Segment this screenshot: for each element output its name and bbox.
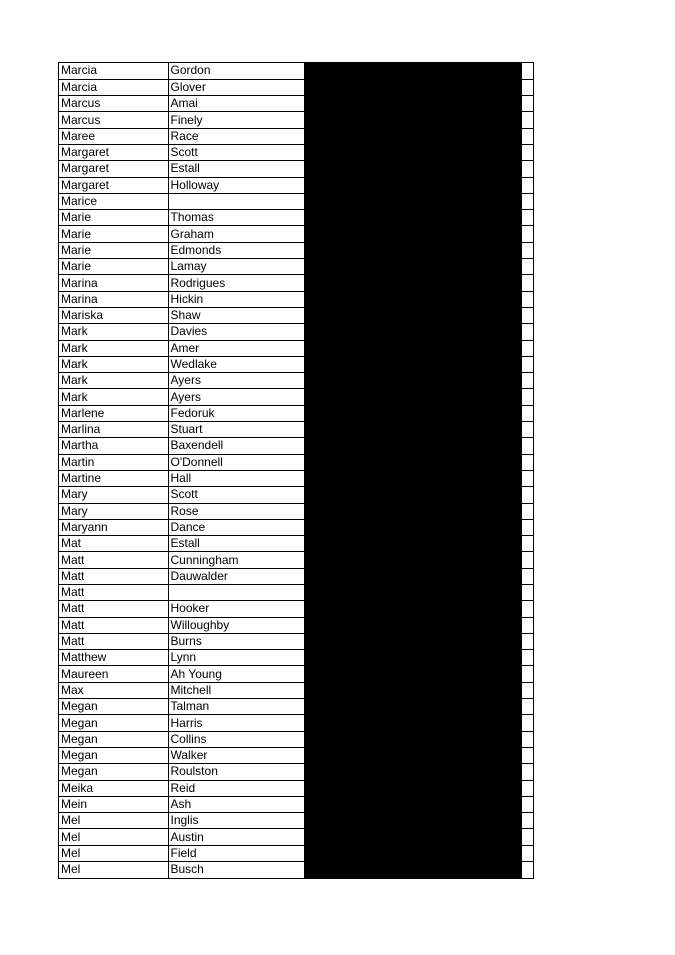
table-row <box>59 291 533 307</box>
table-row <box>59 161 533 177</box>
last-name-cell: Ah Young <box>168 666 304 682</box>
redacted-cell <box>304 764 521 780</box>
redacted-cell <box>304 291 521 307</box>
first-name-cell: Marcus <box>59 96 168 112</box>
first-name-cell: Mark <box>59 340 168 356</box>
redacted-cell <box>304 193 521 209</box>
first-name-cell: Mark <box>59 356 168 372</box>
redacted-cell <box>304 405 521 421</box>
empty-cell <box>521 177 533 193</box>
table-row <box>59 715 533 731</box>
last-name-cell: Rodrigues <box>168 275 304 291</box>
first-name-cell: Mel <box>59 813 168 829</box>
empty-cell <box>521 829 533 845</box>
first-name-cell: Marie <box>59 259 168 275</box>
last-name-cell <box>168 193 304 209</box>
first-name-cell: Marina <box>59 275 168 291</box>
empty-cell <box>521 275 533 291</box>
redacted-cell <box>304 422 521 438</box>
empty-cell <box>521 470 533 486</box>
table-row <box>59 731 533 747</box>
first-name-cell: Mel <box>59 862 168 878</box>
first-name-cell: Margaret <box>59 144 168 160</box>
table-row <box>59 487 533 503</box>
first-name-cell: Megan <box>59 715 168 731</box>
first-name-cell: Martha <box>59 438 168 454</box>
first-name-cell: Mariska <box>59 307 168 323</box>
last-name-cell: Busch <box>168 862 304 878</box>
last-name-cell: Graham <box>168 226 304 242</box>
first-name-cell: Marcus <box>59 112 168 128</box>
table-row <box>59 845 533 861</box>
table-row <box>59 128 533 144</box>
first-name-cell: Megan <box>59 731 168 747</box>
first-name-cell: Maree <box>59 128 168 144</box>
last-name-cell: Baxendell <box>168 438 304 454</box>
first-name-cell: Maryann <box>59 519 168 535</box>
redacted-cell <box>304 666 521 682</box>
empty-cell <box>521 389 533 405</box>
table-row <box>59 422 533 438</box>
empty-cell <box>521 601 533 617</box>
last-name-cell: Wedlake <box>168 356 304 372</box>
empty-cell <box>521 373 533 389</box>
empty-cell <box>521 340 533 356</box>
redacted-cell <box>304 862 521 878</box>
first-name-cell: Marcia <box>59 63 168 79</box>
first-name-cell: Matt <box>59 617 168 633</box>
redacted-cell <box>304 340 521 356</box>
empty-cell <box>521 259 533 275</box>
last-name-cell: Davies <box>168 324 304 340</box>
last-name-cell: Dance <box>168 519 304 535</box>
first-name-cell: Martine <box>59 470 168 486</box>
empty-cell <box>521 210 533 226</box>
table-row <box>59 568 533 584</box>
table-row <box>59 373 533 389</box>
empty-cell <box>521 536 533 552</box>
empty-cell <box>521 112 533 128</box>
last-name-cell: Hooker <box>168 601 304 617</box>
first-name-cell: Matt <box>59 601 168 617</box>
empty-cell <box>521 291 533 307</box>
empty-cell <box>521 796 533 812</box>
redacted-cell <box>304 96 521 112</box>
table-row <box>59 519 533 535</box>
first-name-cell: Marie <box>59 226 168 242</box>
first-name-cell: Meika <box>59 780 168 796</box>
name-table-body <box>59 63 533 878</box>
redacted-cell <box>304 633 521 649</box>
last-name-cell: Gordon <box>168 63 304 79</box>
last-name-cell: Austin <box>168 829 304 845</box>
table-row <box>59 617 533 633</box>
table-row <box>59 405 533 421</box>
empty-cell <box>521 307 533 323</box>
first-name-cell: Marie <box>59 210 168 226</box>
last-name-cell: Fedoruk <box>168 405 304 421</box>
redacted-cell <box>304 161 521 177</box>
empty-cell <box>521 356 533 372</box>
redacted-cell <box>304 112 521 128</box>
redacted-cell <box>304 275 521 291</box>
last-name-cell: Willoughby <box>168 617 304 633</box>
empty-cell <box>521 585 533 601</box>
first-name-cell: Mark <box>59 324 168 340</box>
empty-cell <box>521 519 533 535</box>
empty-cell <box>521 747 533 763</box>
table-row <box>59 829 533 845</box>
redacted-cell <box>304 259 521 275</box>
redacted-cell <box>304 715 521 731</box>
last-name-cell: Estall <box>168 536 304 552</box>
redacted-cell <box>304 470 521 486</box>
table-row <box>59 226 533 242</box>
redacted-cell <box>304 226 521 242</box>
table-row <box>59 242 533 258</box>
first-name-cell: Maureen <box>59 666 168 682</box>
first-name-cell: Mel <box>59 845 168 861</box>
table-row <box>59 275 533 291</box>
last-name-cell: Ash <box>168 796 304 812</box>
last-name-cell: Lynn <box>168 650 304 666</box>
table-row <box>59 307 533 323</box>
empty-cell <box>521 682 533 698</box>
empty-cell <box>521 617 533 633</box>
first-name-cell: Mein <box>59 796 168 812</box>
table-row <box>59 356 533 372</box>
last-name-cell: Inglis <box>168 813 304 829</box>
last-name-cell: Edmonds <box>168 242 304 258</box>
redacted-cell <box>304 780 521 796</box>
last-name-cell: Harris <box>168 715 304 731</box>
last-name-cell: Collins <box>168 731 304 747</box>
first-name-cell: Matt <box>59 633 168 649</box>
table-row <box>59 340 533 356</box>
table-row <box>59 764 533 780</box>
redacted-cell <box>304 536 521 552</box>
first-name-cell: Mary <box>59 503 168 519</box>
empty-cell <box>521 128 533 144</box>
first-name-cell: Martin <box>59 454 168 470</box>
first-name-cell: Mark <box>59 389 168 405</box>
first-name-cell: Matt <box>59 585 168 601</box>
redacted-cell <box>304 373 521 389</box>
redacted-cell <box>304 454 521 470</box>
empty-cell <box>521 63 533 79</box>
redacted-cell <box>304 487 521 503</box>
last-name-cell: Stuart <box>168 422 304 438</box>
first-name-cell: Margaret <box>59 177 168 193</box>
redacted-cell <box>304 568 521 584</box>
last-name-cell: Field <box>168 845 304 861</box>
redacted-cell <box>304 389 521 405</box>
empty-cell <box>521 568 533 584</box>
first-name-cell: Matthew <box>59 650 168 666</box>
redacted-cell <box>304 617 521 633</box>
empty-cell <box>521 96 533 112</box>
table-row <box>59 585 533 601</box>
redacted-cell <box>304 177 521 193</box>
redacted-cell <box>304 699 521 715</box>
table-row <box>59 503 533 519</box>
redacted-cell <box>304 650 521 666</box>
empty-cell <box>521 731 533 747</box>
empty-cell <box>521 780 533 796</box>
empty-cell <box>521 161 533 177</box>
table-row <box>59 536 533 552</box>
empty-cell <box>521 813 533 829</box>
first-name-cell: Mark <box>59 373 168 389</box>
table-row <box>59 96 533 112</box>
last-name-cell: Ayers <box>168 389 304 405</box>
redacted-cell <box>304 79 521 95</box>
table-row <box>59 747 533 763</box>
empty-cell <box>521 454 533 470</box>
redacted-cell <box>304 242 521 258</box>
redacted-cell <box>304 682 521 698</box>
redacted-cell <box>304 601 521 617</box>
first-name-cell: Matt <box>59 568 168 584</box>
table-row <box>59 259 533 275</box>
last-name-cell: Walker <box>168 747 304 763</box>
first-name-cell: Marlina <box>59 422 168 438</box>
last-name-cell: Ayers <box>168 373 304 389</box>
table-row <box>59 699 533 715</box>
table-row <box>59 454 533 470</box>
table-row <box>59 796 533 812</box>
table-row <box>59 552 533 568</box>
empty-cell <box>521 633 533 649</box>
table-row <box>59 112 533 128</box>
last-name-cell: Shaw <box>168 307 304 323</box>
last-name-cell: Finely <box>168 112 304 128</box>
empty-cell <box>521 405 533 421</box>
last-name-cell: Amer <box>168 340 304 356</box>
last-name-cell: Amai <box>168 96 304 112</box>
redacted-cell <box>304 796 521 812</box>
empty-cell <box>521 242 533 258</box>
table-row <box>59 780 533 796</box>
empty-cell <box>521 715 533 731</box>
last-name-cell: Rose <box>168 503 304 519</box>
empty-cell <box>521 324 533 340</box>
last-name-cell: Roulston <box>168 764 304 780</box>
empty-cell <box>521 650 533 666</box>
table-row <box>59 210 533 226</box>
last-name-cell: Talman <box>168 699 304 715</box>
last-name-cell: Holloway <box>168 177 304 193</box>
empty-cell <box>521 193 533 209</box>
table-row <box>59 177 533 193</box>
last-name-cell: Burns <box>168 633 304 649</box>
empty-cell <box>521 699 533 715</box>
last-name-cell: Glover <box>168 79 304 95</box>
table-row <box>59 438 533 454</box>
first-name-cell: Megan <box>59 699 168 715</box>
table-row <box>59 389 533 405</box>
empty-cell <box>521 764 533 780</box>
empty-cell <box>521 422 533 438</box>
last-name-cell: Estall <box>168 161 304 177</box>
empty-cell <box>521 552 533 568</box>
redacted-cell <box>304 63 521 79</box>
empty-cell <box>521 144 533 160</box>
redacted-cell <box>304 813 521 829</box>
redacted-cell <box>304 519 521 535</box>
table-row <box>59 470 533 486</box>
last-name-cell: Race <box>168 128 304 144</box>
first-name-cell: Megan <box>59 764 168 780</box>
first-name-cell: Max <box>59 682 168 698</box>
redacted-cell <box>304 210 521 226</box>
table-row <box>59 682 533 698</box>
redacted-cell <box>304 585 521 601</box>
first-name-cell: Mel <box>59 829 168 845</box>
redacted-cell <box>304 845 521 861</box>
empty-cell <box>521 845 533 861</box>
first-name-cell: Margaret <box>59 161 168 177</box>
table-row <box>59 650 533 666</box>
redacted-cell <box>304 829 521 845</box>
last-name-cell: Lamay <box>168 259 304 275</box>
last-name-cell: Scott <box>168 487 304 503</box>
empty-cell <box>521 487 533 503</box>
last-name-cell: O'Donnell <box>168 454 304 470</box>
name-table <box>59 63 533 878</box>
last-name-cell: Dauwalder <box>168 568 304 584</box>
last-name-cell: Cunningham <box>168 552 304 568</box>
empty-cell <box>521 226 533 242</box>
empty-cell <box>521 438 533 454</box>
table-row <box>59 666 533 682</box>
redacted-cell <box>304 552 521 568</box>
table-row <box>59 324 533 340</box>
redacted-cell <box>304 128 521 144</box>
redacted-cell <box>304 144 521 160</box>
first-name-cell: Megan <box>59 747 168 763</box>
last-name-cell: Scott <box>168 144 304 160</box>
redacted-cell <box>304 438 521 454</box>
first-name-cell: Marlene <box>59 405 168 421</box>
redacted-cell <box>304 324 521 340</box>
first-name-cell: Mary <box>59 487 168 503</box>
table-row <box>59 601 533 617</box>
last-name-cell: Hall <box>168 470 304 486</box>
empty-cell <box>521 503 533 519</box>
first-name-cell: Marcia <box>59 79 168 95</box>
table-row <box>59 79 533 95</box>
last-name-cell: Reid <box>168 780 304 796</box>
last-name-cell: Mitchell <box>168 682 304 698</box>
empty-cell <box>521 666 533 682</box>
redacted-cell <box>304 503 521 519</box>
first-name-cell: Marie <box>59 242 168 258</box>
redacted-cell <box>304 747 521 763</box>
table-row <box>59 813 533 829</box>
name-list-sheet <box>58 62 534 879</box>
redacted-cell <box>304 356 521 372</box>
last-name-cell: Hickin <box>168 291 304 307</box>
last-name-cell: Thomas <box>168 210 304 226</box>
first-name-cell: Marice <box>59 193 168 209</box>
table-row <box>59 63 533 79</box>
first-name-cell: Matt <box>59 552 168 568</box>
table-row <box>59 862 533 878</box>
last-name-cell <box>168 585 304 601</box>
empty-cell <box>521 862 533 878</box>
first-name-cell: Mat <box>59 536 168 552</box>
first-name-cell: Marina <box>59 291 168 307</box>
table-row <box>59 144 533 160</box>
redacted-cell <box>304 731 521 747</box>
table-row <box>59 193 533 209</box>
table-row <box>59 633 533 649</box>
redacted-cell <box>304 307 521 323</box>
empty-cell <box>521 79 533 95</box>
